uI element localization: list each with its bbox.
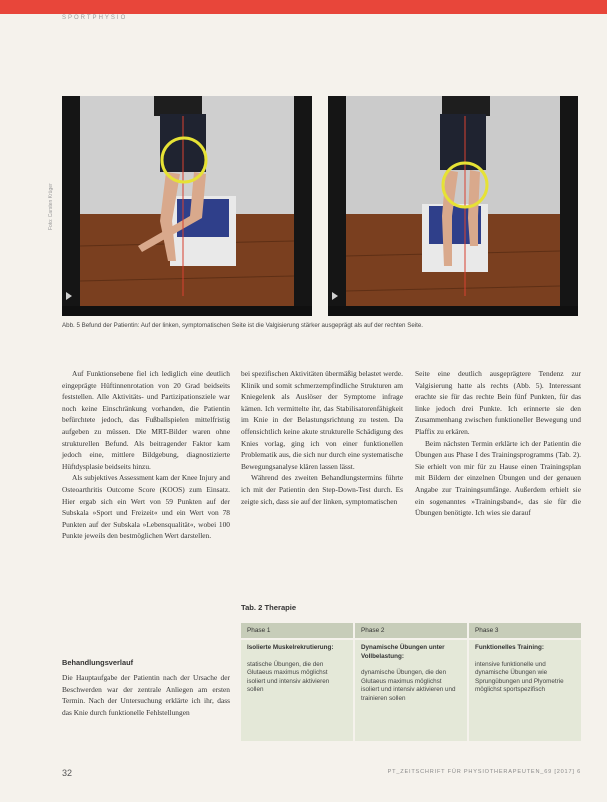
page-number: 32 — [62, 768, 73, 778]
phase-column — [355, 623, 467, 741]
journal-footer: PT_ZEITSCHRIFT FÜR PHYSIOTHERAPEUTEN_69 [2017] 6 — [387, 769, 581, 775]
phase-text: intensive funktionelle und dynamische Übungen wie Sprungübungen und Plyometrie möglichst sportspezifisch — [475, 660, 564, 694]
paragraph: Seite eine deutlich ausgeprägtere Tendenz zur Valgisierung hatte als rechts (Abb. 5). Interessant erachte sie für das rechte Bein fünf Punkten, für das linke jedoch drei Punkte. Ich erinnerte sie den Zusammenhang zwischen funktioneller Bewegung und Plaffix zu erkären. — [415, 369, 581, 436]
step-down-photo-left — [62, 96, 312, 316]
phase-column — [469, 623, 581, 741]
paragraph: bei spezifischen Aktivitäten übermäßig belastet werde. Klinik und somit schmerzempfindliche Strukturen am Kniegelenk als Auslöser der Symptome infrage kämen. Ich vermittelte ihr, das Stabilisatorenfähigkeit im Knie in der Belastungsrichtung zu testen. Da offensichtlich keine akute strukturelle Schädigung des Knies vorlag, ging ich von einer funktionellen Problematik aus, die sich nur durch eine systematische Bewegungsanalyse klären lassen lässt. — [241, 369, 403, 471]
phase-body — [469, 640, 581, 741]
phase-text: dynamische Übungen, die den Glutaeus maximus möglichst isoliert und intensiv aktivieren und trainieren sollen — [361, 669, 456, 702]
phase-header: Phase 3 — [469, 623, 581, 638]
phase-header: Phase 2 — [355, 623, 467, 638]
paragraph: Als subjektives Assessment kam der Knee Injury and Osteoarthritis Outcome Score (KOOS) zum Einsatz. Hier ergab sich ein Wert von 59 Punkten auf der Subskala »Sport und Freizeit« und ein Wert von 78 Punkten auf der Subskala »Lebensqualität«, wobei 100 Punkte jeweils den bestmöglichen Wert darstellen. — [62, 473, 230, 541]
phase-body — [355, 640, 467, 741]
phase-focus: Isolierte Muskelrekrutierung: — [247, 644, 334, 651]
section-heading: Behandlungsverlauf — [62, 658, 134, 667]
phase-column — [241, 623, 353, 741]
phase-focus: Dynamische Übungen unter Vollbelastung: — [361, 644, 445, 660]
table-title: Tab. 2 Therapie — [241, 603, 297, 612]
step-down-photo-right — [328, 96, 578, 316]
phase-body — [241, 640, 353, 741]
paragraph: Beim nächsten Termin erklärte ich der Patientin die Übungen aus Phase I des Trainingsprogramms (Tab. 2). Sie erhielt von mir für zu Hause einen Trainingsplan mit Bildern der einzelnen Übungen und der genauen Angabe zur Trainingsumfänge. Außerdem erhielt sie ein sogenanntes »Trainingsband«, das sie für die Übungen benötigte. Ich wies sie darauf — [415, 438, 581, 518]
paragraph: Während des zweiten Behandlungstermins führte ich mit der Patientin den Step-Down-Test durch. Es zeigte sich, dass sie auf der linken, symptomatischen — [241, 473, 403, 506]
text-column-3 — [415, 368, 581, 519]
text-column-1-continued — [62, 672, 230, 718]
phase-focus: Funktionelles Training: — [475, 644, 544, 651]
section-label: SPORTPHYSIO — [62, 15, 128, 21]
text-column-2 — [241, 368, 403, 507]
photo-credit: Foto: Carsten Krüger — [48, 183, 54, 230]
top-color-bar — [0, 0, 607, 14]
phase-text: statische Übungen, die den Glutaeus maximus möglichst isoliert und intensiv aktivieren sollen — [247, 660, 330, 694]
paragraph: Die Hauptaufgabe der Patientin nach der Ursache der Beschwerden war der zentrale Anliegen am ersten Termin. Nach der Untersuchung erklärte ich ihr, dass das Knie durch funktionelle Fehlstellungen — [62, 673, 230, 717]
figure-caption: Abb. 5 Befund der Patientin: Auf der linken, symptomatischen Seite ist die Valgisierung stärker ausgeprägt als auf der rechten Seite. — [62, 322, 424, 329]
text-column-1 — [62, 368, 230, 542]
phase-header: Phase 1 — [241, 623, 353, 638]
paragraph: Auf Funktionsebene fiel ich lediglich eine deutlich eingeprägte Hüftinnenrotation von 20 Grad beidseits feststellen. Alle Aktivitäts- und Partizipationsziele war noch keine Einschränkung vorhanden, die Patientin befürchtete jedoch, das Fußballspielen mittelfristig aufgeben zu müssen. Die MRT-Bilder waren ohne strukturellen Befund. Als beitragender Faktor kam jedoch eine, mittlere Bildgebung, diagnostizierte Hüftdysplasie beidseits hinzu. — [62, 369, 230, 471]
therapy-table — [241, 623, 581, 741]
